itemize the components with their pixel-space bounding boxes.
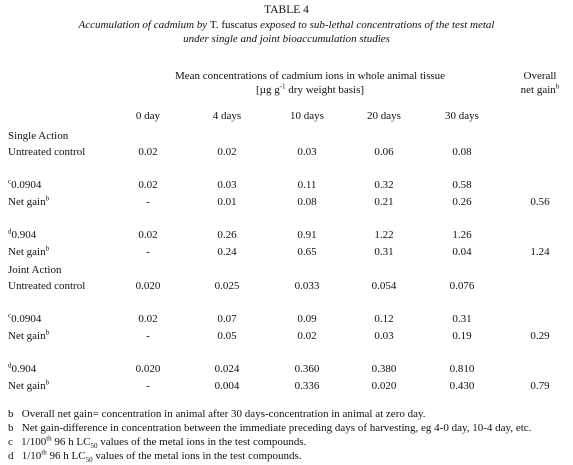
row-label-sup: b [45,244,50,253]
table-cell: 0.21 [374,196,394,208]
caption-part-a: Accumulation of cadmium by [78,19,210,31]
net-gain-header-sup: b [555,82,560,91]
table-cell: 0.24 [217,246,237,258]
footnote-d [8,448,302,465]
row-label [8,246,49,258]
row-label-text: Untreated control [8,280,86,292]
table-cell: 0.020 [371,380,397,392]
overall-net-gain-cell: 1.24 [530,246,550,258]
table-cell: 0.91 [297,229,317,241]
mean-concentration-header: Mean concentrations of cadmium ions in whole animal tissue [174,70,446,82]
footnote-text: values of the metal ions in the test compounds. [92,450,302,462]
table-cell: 0.65 [297,246,317,258]
table-cell: 1.22 [374,229,394,241]
row-label [8,380,49,392]
net-gain-header-text: net gain [520,84,556,96]
day-column-header: 10 days [290,110,324,122]
footnote-sub: 50 [90,442,98,451]
table-cell: 0.08 [297,196,317,208]
table-cell: 0.26 [452,196,472,208]
table-cell: 0.024 [214,363,240,375]
table-cell: 0.380 [371,363,397,375]
table-cell: 0.430 [449,380,475,392]
table-cell: 0.02 [138,229,158,241]
species-name: T. fuscatus [209,19,258,31]
table-cell: 0.05 [217,330,237,342]
table-cell: 0.12 [374,313,394,325]
row-label-prefix: d [8,361,12,370]
footnote-text: 1/10 [21,450,42,462]
unit-part-a: [µg g [255,84,280,96]
day-column-header: 0 day [135,110,161,122]
caption-part-b: exposed to sub-lethal concentrations of the test metal [257,19,495,31]
row-label-text: Net gain [8,196,46,208]
row-label-sup: b [45,194,50,203]
row-label-text: Untreated control [8,146,86,158]
row-label-text: 0.0904 [11,179,42,191]
table-cell: 0.02 [138,146,158,158]
table-cell: 0.32 [374,179,394,191]
table-cell: 0.020 [135,280,161,292]
row-label [8,330,49,342]
row-label-prefix: c [8,177,12,186]
table-cell: 0.09 [297,313,317,325]
table-number: TABLE 4 [264,4,309,16]
footnote-key: d [8,450,14,462]
table-cell: 0.02 [217,146,237,158]
table-cell: 0.03 [297,146,317,158]
table-cell: 0.58 [452,179,472,191]
row-label-prefix: d [8,227,12,236]
footnote-key: b [8,408,14,420]
table-cell: 0.02 [138,313,158,325]
row-label-sup: b [45,378,50,387]
overall-header: Overall [523,70,557,82]
row-label [8,146,85,158]
footnote-c [8,434,307,451]
table-cell: 0.336 [294,380,320,392]
row-label-text: Net gain [8,330,46,342]
footnote-key: b [8,422,14,434]
table-cell: 0.08 [452,146,472,158]
row-label [8,179,41,191]
table-cell: 1.26 [452,229,472,241]
row-label-text: Net gain [8,380,46,392]
footnote-b-net-gain [8,422,531,434]
table-cell: 0.02 [297,330,317,342]
table-cell: 0.19 [452,330,472,342]
footnote-text: 1/100 [21,436,47,448]
table-cell: 0.26 [217,229,237,241]
table-cell: 0.054 [371,280,397,292]
row-label-text: 0.0904 [11,313,42,325]
section-single-action: Single Action [8,130,69,142]
row-label [8,363,36,375]
footnote-sup: th [41,448,47,457]
footnote-text: Net gain-difference in concentration between the immediate preceding days of harvesting, eg 4-0 day, 10-4 day, etc. [21,422,532,434]
table-cell: 0.025 [214,280,240,292]
row-label-sup: b [45,328,50,337]
footnote-sub: 50 [85,456,93,465]
row-label-text: Net gain [8,246,46,258]
table-cell: - [146,246,150,258]
overall-net-gain-cell: 0.79 [530,380,550,392]
table-cell: - [146,196,150,208]
row-label-text: 0.904 [11,363,37,375]
row-label [8,229,36,241]
unit-sup: -1 [279,82,286,91]
unit-header [140,84,480,96]
row-label-prefix: c [8,311,12,320]
table-cell: 0.02 [138,179,158,191]
table-caption-line-1 [0,19,573,31]
unit-part-b: dry weight basis] [285,84,365,96]
table-cell: 0.06 [374,146,394,158]
table-cell: 0.11 [297,179,317,191]
row-label [8,196,49,208]
footnote-sup: th [46,434,52,443]
overall-net-gain-cell: 0.56 [530,196,550,208]
table-cell: 0.31 [452,313,472,325]
table-cell: 0.033 [294,280,320,292]
table-cell: - [146,330,150,342]
row-label [8,313,41,325]
row-label [8,280,85,292]
table-cell: 0.004 [214,380,240,392]
section-joint-action: Joint Action [8,264,62,276]
day-column-header: 4 days [212,110,242,122]
net-gain-header [505,84,573,96]
table-cell: 0.07 [217,313,237,325]
footnote-b-overall [8,408,426,420]
day-column-header: 30 days [445,110,479,122]
table-cell: - [146,380,150,392]
overall-net-gain-cell: 0.29 [530,330,550,342]
table-cell: 0.360 [294,363,320,375]
table-cell: 0.076 [449,280,475,292]
footnote-text: values of the metal ions in the test compounds. [97,436,307,448]
table-cell: 0.03 [217,179,237,191]
row-label-text: 0.904 [11,229,37,241]
table-cell: 0.31 [374,246,394,258]
footnote-text: 96 h LC [46,450,86,462]
table-cell: 0.03 [374,330,394,342]
table-cell: 0.01 [217,196,237,208]
table-cell: 0.810 [449,363,475,375]
footnote-text: 96 h LC [51,436,91,448]
table-cell: 0.04 [452,246,472,258]
footnote-key: c [8,436,13,448]
table-caption-line-2: under single and joint bioaccumulation studies [183,33,390,45]
day-column-header: 20 days [367,110,401,122]
footnote-text: Overall net gain= concentration in animal after 30 days-concentration in animal at zero day. [21,408,426,420]
table-cell: 0.020 [135,363,161,375]
